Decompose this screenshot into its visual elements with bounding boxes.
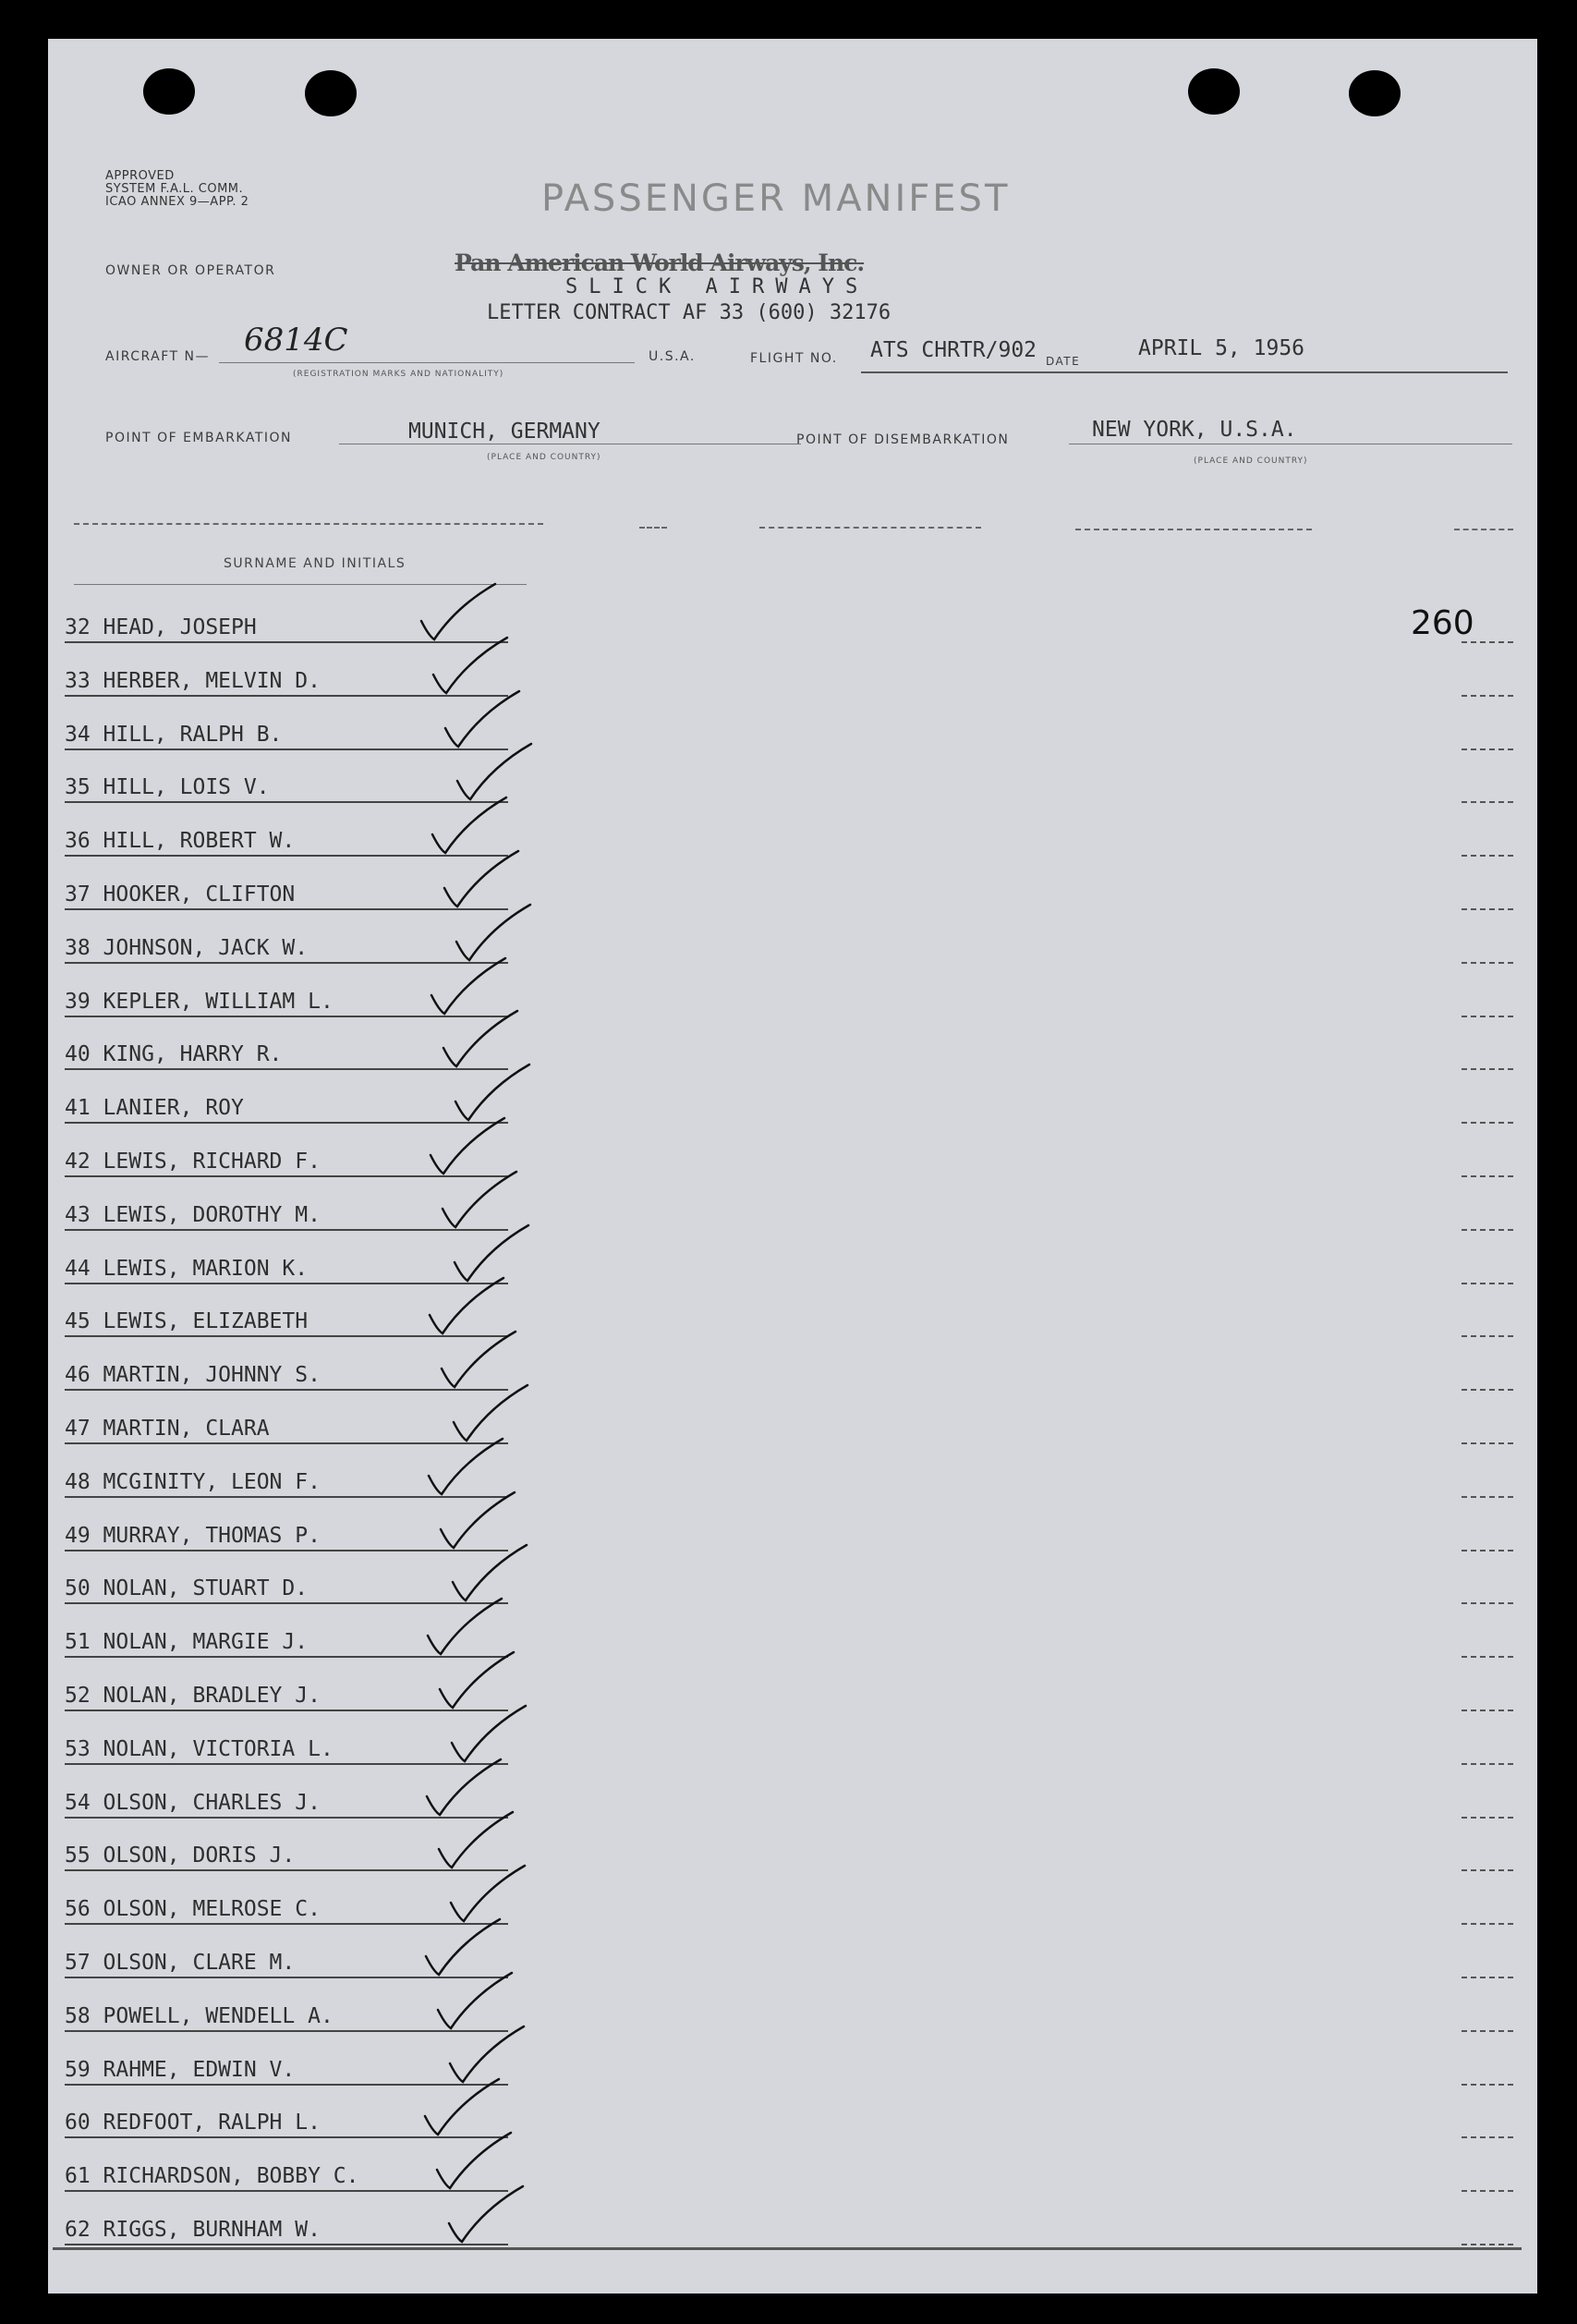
aircraft-label: AIRCRAFT N—	[105, 349, 211, 364]
flight-label: FLIGHT NO.	[750, 351, 838, 366]
table-row	[65, 1192, 508, 1231]
passenger-name: 42 LEWIS, RICHARD F.	[65, 1150, 321, 1174]
embark-label: POINT OF EMBARKATION	[105, 431, 293, 445]
margin-tick	[1462, 2190, 1513, 2192]
punch-hole	[1349, 70, 1401, 116]
passenger-name: 39 KEPLER, WILLIAM L.	[65, 989, 334, 1014]
checkmark-icon	[443, 2183, 527, 2247]
margin-tick	[1462, 962, 1513, 964]
passenger-name: 45 LEWIS, ELIZABETH	[65, 1309, 309, 1334]
header-rule	[1454, 529, 1513, 530]
approval-line: ICAO ANNEX 9—APP. 2	[105, 195, 249, 209]
header-rule	[74, 523, 543, 525]
passenger-name: 36 HILL, ROBERT W.	[65, 829, 296, 854]
margin-tick	[1462, 1763, 1513, 1765]
punch-hole	[143, 68, 195, 115]
passenger-name: 32 HEAD, JOSEPH	[65, 615, 257, 639]
passenger-name: 62 RIGGS, BURNHAM W.	[65, 2218, 321, 2242]
margin-tick	[1462, 1389, 1513, 1391]
table-row	[65, 871, 508, 910]
approval-block	[105, 170, 249, 209]
contract-line: LETTER CONTRACT AF 33 (600) 32176	[487, 301, 892, 324]
header-rule	[1075, 529, 1312, 530]
operator-struck: Pan American World Airways, Inc.	[455, 249, 865, 276]
margin-tick	[1462, 1817, 1513, 1819]
manifest-page	[48, 39, 1537, 2294]
passenger-name: 56 OLSON, MELROSE C.	[65, 1897, 321, 1922]
aircraft-number: 6814C	[244, 322, 348, 359]
approval-line: APPROVED	[105, 169, 175, 183]
header-rule	[639, 527, 667, 529]
passenger-name: 52 NOLAN, BRADLEY J.	[65, 1684, 321, 1708]
table-row	[65, 2207, 508, 2245]
margin-tick	[1462, 2030, 1513, 2032]
table-row	[65, 1673, 508, 1711]
table-row	[65, 1031, 508, 1070]
flight-date-underline	[861, 371, 1508, 373]
passenger-name: 48 MCGINITY, LEON F.	[65, 1469, 321, 1494]
passenger-name: 53 NOLAN, VICTORIA L.	[65, 1736, 334, 1761]
passenger-name: 60 REDFOOT, RALPH L.	[65, 2111, 321, 2135]
approval-line: SYSTEM F.A.L. COMM.	[105, 182, 244, 196]
page-number: 260	[1411, 604, 1474, 642]
table-row	[65, 1832, 508, 1871]
page-title: PASSENGER MANIFEST	[541, 177, 1011, 220]
margin-tick	[1462, 641, 1513, 643]
margin-tick	[1462, 2084, 1513, 2086]
margin-tick	[1462, 2136, 1513, 2138]
passenger-name: 40 KING, HARRY R.	[65, 1042, 283, 1067]
passenger-name: 59 RAHME, EDWIN V.	[65, 2057, 296, 2082]
margin-tick	[1462, 908, 1513, 910]
passenger-name: 49 MURRAY, THOMAS P.	[65, 1523, 321, 1548]
margin-tick	[1462, 1068, 1513, 1070]
header-rule	[759, 527, 981, 529]
margin-tick	[1462, 695, 1513, 697]
margin-tick	[1462, 1550, 1513, 1551]
passenger-name: 33 HERBER, MELVIN D.	[65, 668, 321, 693]
operator-name: SLICK AIRWAYS	[565, 275, 869, 298]
passenger-name: 46 MARTIN, JOHNNY S.	[65, 1363, 321, 1388]
embark-value: MUNICH, GERMANY	[408, 420, 600, 444]
usa-label: U.S.A.	[649, 349, 696, 364]
embark-caption: (PLACE AND COUNTRY)	[487, 453, 601, 462]
margin-tick	[1462, 748, 1513, 750]
passenger-name: 58 POWELL, WENDELL A.	[65, 2003, 334, 2028]
passenger-name: 35 HILL, LOIS V.	[65, 775, 270, 800]
passenger-name: 50 NOLAN, STUART D.	[65, 1576, 309, 1601]
margin-tick	[1462, 801, 1513, 803]
passenger-name: 38 JOHNSON, JACK W.	[65, 935, 309, 960]
margin-tick	[1462, 1869, 1513, 1871]
margin-tick	[1462, 2244, 1513, 2245]
margin-tick	[1462, 855, 1513, 857]
passenger-name: 37 HOOKER, CLIFTON	[65, 882, 296, 906]
margin-tick	[1462, 1016, 1513, 1017]
column-header-surname: SURNAME AND INITIALS	[224, 556, 406, 571]
margin-tick	[1462, 1229, 1513, 1231]
margin-tick	[1462, 1977, 1513, 1978]
registration-caption: (REGISTRATION MARKS AND NATIONALITY)	[293, 370, 504, 379]
table-row	[65, 1993, 508, 2032]
passenger-name: 57 OLSON, CLARE M.	[65, 1951, 296, 1975]
margin-tick	[1462, 1442, 1513, 1444]
margin-tick	[1462, 1710, 1513, 1711]
punch-hole	[305, 70, 357, 116]
date-value: APRIL 5, 1956	[1138, 336, 1305, 360]
margin-tick	[1462, 1602, 1513, 1604]
margin-tick	[1462, 1283, 1513, 1284]
passenger-name: 44 LEWIS, MARION K.	[65, 1256, 309, 1281]
disembark-caption: (PLACE AND COUNTRY)	[1194, 456, 1308, 466]
margin-tick	[1462, 1335, 1513, 1337]
passenger-name: 61 RICHARDSON, BOBBY C.	[65, 2164, 359, 2189]
aircraft-underline	[219, 362, 635, 363]
punch-hole	[1188, 68, 1240, 115]
passenger-name: 34 HILL, RALPH B.	[65, 722, 283, 747]
passenger-name: 41 LANIER, ROY	[65, 1096, 244, 1121]
table-row	[65, 712, 508, 750]
passenger-name: 51 NOLAN, MARGIE J.	[65, 1630, 309, 1655]
bottom-rule	[53, 2247, 1522, 2250]
disembark-label: POINT OF DISEMBARKATION	[796, 432, 1010, 447]
passenger-name: 55 OLSON, DORIS J.	[65, 1843, 296, 1868]
date-label: DATE	[1046, 355, 1081, 368]
margin-tick	[1462, 1175, 1513, 1177]
disembark-value: NEW YORK, U.S.A.	[1092, 418, 1297, 442]
flight-number: ATS CHRTR/902	[870, 338, 1037, 362]
passenger-name: 43 LEWIS, DOROTHY M.	[65, 1202, 321, 1227]
owner-label: OWNER OR OPERATOR	[105, 263, 276, 278]
table-row	[65, 2153, 508, 2192]
table-row	[65, 1513, 508, 1551]
margin-tick	[1462, 1122, 1513, 1124]
passenger-name: 54 OLSON, CHARLES J.	[65, 1790, 321, 1815]
margin-tick	[1462, 1923, 1513, 1925]
table-row	[65, 1352, 508, 1391]
margin-tick	[1462, 1496, 1513, 1498]
margin-tick	[1462, 1656, 1513, 1658]
passenger-name: 47 MARTIN, CLARA	[65, 1417, 270, 1441]
